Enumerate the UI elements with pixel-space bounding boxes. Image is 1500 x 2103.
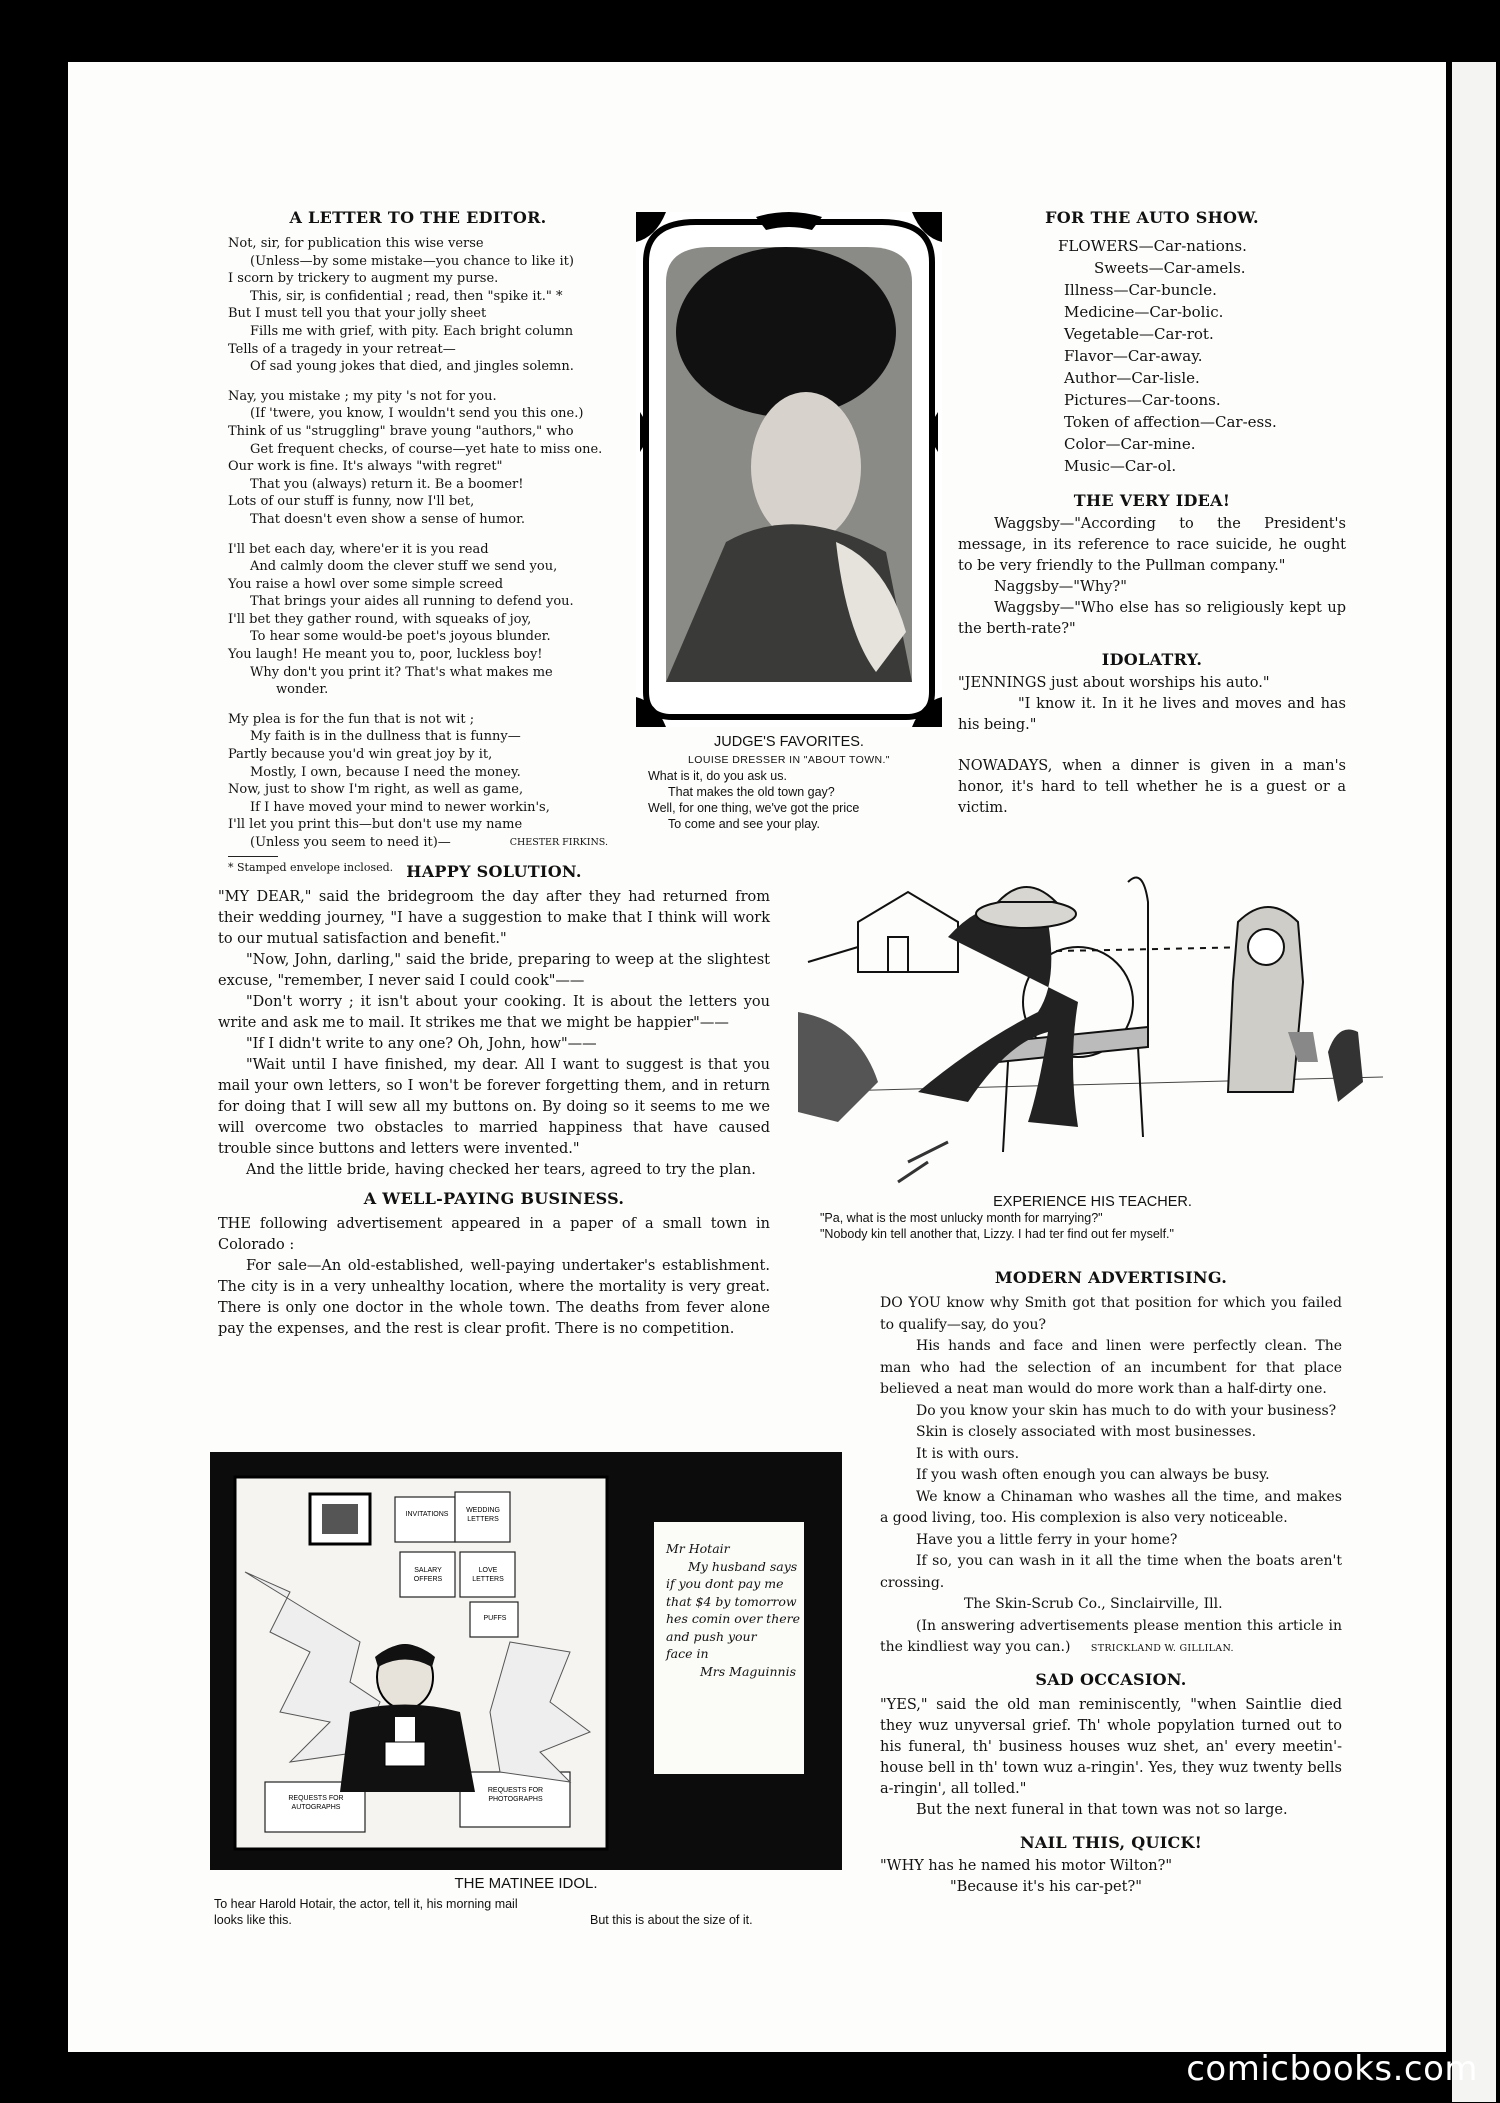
very-idea-line: Waggsby—"Who else has so religiously kept up the berth-rate?" (958, 600, 1346, 637)
portrait-verse-line: That makes the old town gay? (668, 785, 835, 799)
box-label: LOVE LETTERS (472, 1567, 504, 1583)
happy-solution-paragraph: "Don't worry ; it isn't about your cooking. It is about the letters you write and ask me to mail. It strikes me that we might be happier"—— (218, 994, 770, 1031)
poem-line: You raise a howl over some simple screed (228, 576, 504, 592)
box-label: INVITATIONS (405, 1511, 449, 1518)
poem-line: wonder. (276, 682, 329, 698)
portrait-illustration (636, 212, 942, 727)
poem-line: I'll bet each day, where'er it is you read (228, 541, 489, 557)
modern-ad-paragraph: His hands and face and linen were perfectly clean. The man who had the selection of an incumbent for that place believed a neat man would do more work than a half-dirty one. (880, 1338, 1342, 1397)
portrait-caption (624, 734, 954, 832)
modern-ad-paragraph: It is with ours. (916, 1445, 1020, 1462)
experience-line: "Nobody kin tell another that, Lizzy. I had ter find out fer myself." (820, 1227, 1174, 1241)
modern-ad-paragraph: We know a Chinaman who washes all the time, and makes a good living, too. His complexion is also very noticeable. (880, 1488, 1342, 1526)
auto-show-item: Music—Car-ol. (1064, 457, 1177, 475)
poem-line: Get frequent checks, of course—yet hate to miss one. (250, 441, 603, 457)
auto-show-title: FOR THE AUTO SHOW. (1045, 208, 1259, 227)
note-line: if you dont pay me (666, 1576, 784, 1591)
modern-ad-paragraph: If you wash often enough you can always be busy. (916, 1467, 1270, 1483)
right-column-bottom (880, 1268, 1342, 1898)
poem-line: You laugh! He meant you to, poor, luckless boy! (228, 647, 543, 663)
very-idea-line: Waggsby—"According to the President's message, in its reference to race suicide, he ought to be very friendly to the Pullman company." (958, 516, 1346, 574)
modern-ad-paragraph: The Skin-Scrub Co., Sinclairville, Ill. (964, 1596, 1223, 1612)
well-paying-paragraph: THE following advertisement appeared in a paper of a small town in Colorado : (218, 1216, 770, 1253)
poem-line: My plea is for the fun that is not wit ; (228, 711, 475, 727)
well-paying-title: A WELL-PAYING BUSINESS. (363, 1189, 625, 1208)
sad-occasion-title: SAD OCCASION. (1035, 1669, 1187, 1689)
portrait-verse-line: What is it, do you ask us. (648, 769, 787, 783)
sad-occasion-paragraph: "YES," said the old man reminiscently, "when Saintlie died they wuz unyversal grief. Th' whole popylation turned out to his funeral, th' business houses wuz shet, an' every meetin'-house bell in th' town wuz a-ringin'. Yes, they wuz twenty bells a-ringin', all tolled." (880, 1696, 1342, 1797)
modern-ad-paragraph: If so, you can wash in it all the time when the boats aren't crossing. (880, 1553, 1342, 1591)
modern-ad-note: (In answering advertisements please mention this article in the kindliest way you can.) (880, 1617, 1342, 1655)
happy-solution-paragraph: "If I didn't write to any one? Oh, John, how"—— (246, 1036, 597, 1052)
poem-line: But I must tell you that your jolly sheet (228, 306, 487, 322)
auto-show-section (958, 208, 1346, 819)
happy-solution-title: HAPPY SOLUTION. (406, 862, 582, 881)
stanza-break (228, 529, 608, 541)
poem-line: (Unless—by some mistake—you chance to like it) (250, 253, 574, 269)
box-label: WEDDING LETTERS (466, 1507, 500, 1523)
sad-occasion-paragraph: But the next funeral in that town was not so large. (916, 1801, 1288, 1818)
note-line: that $4 by tomorrow (666, 1593, 797, 1609)
modern-ad-paragraph: Do you know your skin has much to do with your business? (916, 1402, 1337, 1419)
auto-show-item: Color—Car-mine. (1064, 435, 1196, 453)
happy-solution-section (218, 862, 770, 1340)
nowadays-paragraph: NOWADAYS, when a dinner is given in a man's honor, it's hard to tell whether he is a guest or a victim. (958, 758, 1346, 816)
very-idea-title: THE VERY IDEA! (1073, 491, 1231, 510)
letter-section (228, 208, 608, 876)
poem-line: That doesn't even show a sense of humor. (250, 511, 526, 527)
poem-line: I'll bet they gather round, with squeaks of joy, (228, 611, 532, 627)
poem-line: Our work is fine. It's always "with regret" (228, 459, 503, 475)
idolatry-body (958, 673, 1346, 736)
poem-line: My faith is in the dullness that is funny— (250, 729, 521, 745)
poem-line: If I have moved your mind to newer workin's, (250, 799, 550, 815)
stanza-break (228, 699, 608, 711)
happy-solution-paragraph: "Wait until I have finished, my dear. All I want to suggest is that you mail your own letters, so I won't be forever forgetting them, and in return for doing that I will sew all my buttons on. By doing so it seems to me we will overcome two obstacles to married happiness that have caused trouble since buttons and letters were invented." (218, 1057, 770, 1157)
auto-show-item: Token of affection—Car-ess. (1064, 413, 1277, 431)
modern-ad-paragraph: Skin is closely associated with most businesses. (916, 1424, 1257, 1440)
divider (228, 856, 278, 857)
facing-page-edge (1452, 62, 1496, 2102)
auto-show-list (958, 235, 1346, 477)
happy-solution-body (218, 887, 770, 1181)
sad-occasion-body (880, 1695, 1342, 1821)
poem-line: Nay, you mistake ; my pity 's not for you. (228, 388, 497, 404)
poem-line: That you (always) return it. Be a boomer! (250, 476, 524, 492)
auto-show-item: Flavor—Car-away. (1064, 347, 1203, 365)
poem-line: That brings your aides all running to defend you. (250, 594, 574, 610)
letter-footnote: * Stamped envelope inclosed. (228, 860, 394, 874)
poem-line: This, sir, is confidential ; read, then "spike it." * (250, 288, 563, 304)
well-paying-body (218, 1214, 770, 1340)
poem-line: Of sad young jokes that died, and jingles solemn. (250, 359, 574, 375)
box-label: REQUESTS FOR AUTOGRAPHS (288, 1795, 344, 1811)
poem-line: Not, sir, for publication this wise verse (228, 236, 484, 251)
matinee-right-caption: But this is about the size of it. (590, 1913, 753, 1927)
poem-line: Partly because you'd win great joy by it, (228, 747, 493, 763)
note-line: and push your (666, 1628, 757, 1644)
poem-line: Tells of a tragedy in your retreat— (228, 341, 456, 357)
auto-show-item: Illness—Car-buncle. (1064, 281, 1217, 299)
portrait-verse-line: To come and see your play. (668, 817, 820, 831)
note-line: face in (666, 1646, 709, 1661)
very-idea-line: Naggsby—"Why?" (994, 579, 1127, 595)
portrait-title: JUDGE'S FAVORITES. (714, 734, 864, 750)
idolatry-line: "I know it. In it he lives and moves and has his being." (958, 696, 1346, 733)
box-label: REQUESTS FOR PHOTOGRAPHS (487, 1787, 544, 1803)
nail-this-body (880, 1856, 1342, 1898)
portrait-frame (636, 212, 942, 727)
portrait-verse (624, 768, 954, 832)
happy-solution-paragraph: "Now, John, darling," said the bride, preparing to weep at the slightest excuse, "remember, I never said I could cook"—— (218, 952, 770, 989)
modern-ad-paragraph (880, 1616, 1342, 1660)
grindstone-cartoon (798, 862, 1383, 1187)
letter-poem (228, 235, 608, 852)
poem-line: Mostly, I own, because I need the money. (250, 764, 521, 780)
poem-line: Lots of our stuff is funny, now I'll bet, (228, 494, 475, 510)
poem-line: Fills me with grief, with pity. Each bright column (250, 323, 574, 339)
box-label: SALARY OFFERS (413, 1567, 443, 1583)
note-line: hes comin over there (666, 1611, 801, 1626)
note-line: Mr Hotair (666, 1541, 730, 1556)
poem-line: I scorn by trickery to augment my purse. (228, 271, 499, 287)
poem-line: (If 'twere, you know, I wouldn't send you this one.) (250, 406, 584, 422)
nail-this-title: NAIL THIS, QUICK! (1019, 1832, 1203, 1852)
farm-illustration (798, 862, 1383, 1187)
letter-author: CHESTER FIRKINS. (509, 836, 608, 848)
stanza-break (228, 376, 608, 388)
site-watermark: comicbooks.com (1186, 2049, 1478, 2089)
poem-line: Think of us "struggling" brave young "authors," who (228, 423, 574, 439)
note-line: Mrs Maguinnis (700, 1663, 796, 1679)
idolatry-line: "JENNINGS just about worships his auto." (958, 675, 1270, 691)
poem-line: (Unless you seem to need it)— (250, 835, 451, 850)
poem-line: To hear some would-be poet's joyous blunder. (250, 629, 551, 645)
auto-show-item: FLOWERS—Car-nations. (1058, 237, 1247, 255)
modern-ad-paragraph: Have you a little ferry in your home? (916, 1531, 1178, 1548)
poem-line: I'll let you print this—but don't use my name (228, 817, 523, 833)
modern-ad-title: MODERN ADVERTISING. (994, 1268, 1228, 1287)
modern-ad-author: STRICKLAND W. GILLILAN. (1090, 1643, 1234, 1654)
complaint-note (666, 1540, 802, 1680)
poem-line: And calmly doom the clever stuff we send you, (250, 559, 558, 575)
note-line: My husband says (688, 1558, 798, 1574)
nail-this-line: "Because it's his car-pet?" (950, 1878, 1142, 1895)
portrait-subtitle: LOUISE DRESSER IN "ABOUT TOWN." (688, 754, 890, 766)
matinee-left-caption: To hear Harold Hotair, the actor, tell it, his morning mail looks like this. (214, 1897, 518, 1927)
experience-caption (800, 1194, 1385, 1242)
auto-show-item: Pictures—Car-toons. (1064, 391, 1221, 409)
experience-line: "Pa, what is the most unlucky month for marrying?" (820, 1211, 1103, 1225)
idolatry-title: IDOLATRY. (1101, 650, 1203, 669)
very-idea-body (958, 514, 1346, 640)
happy-solution-paragraph: "MY DEAR," said the bridegroom the day after they had returned from their wedding journey, "I have a suggestion to make that I think will work to our mutual satisfaction and benefit." (218, 889, 770, 947)
matinee-title: THE MATINEE IDOL. (454, 1875, 598, 1892)
modern-ad-paragraph: DO YOU know why Smith got that position for which you failed to qualify—say, do you? (880, 1295, 1342, 1333)
auto-show-item: Vegetable—Car-rot. (1064, 325, 1214, 343)
auto-show-item: Author—Car-lisle. (1064, 369, 1200, 387)
poem-line: Now, just to show I'm right, as well as game, (228, 782, 524, 798)
letter-title: A LETTER TO THE EDITOR. (289, 208, 547, 227)
matinee-panel (210, 1452, 842, 1870)
portrait-verse-line: Well, for one thing, we've got the price (648, 801, 860, 815)
poem-line: Why don't you print it? That's what makes me (250, 664, 553, 680)
modern-ad-body (880, 1293, 1342, 1660)
auto-show-item: Medicine—Car-bolic. (1064, 303, 1224, 321)
experience-title: EXPERIENCE HIS TEACHER. (993, 1194, 1192, 1210)
nail-this-line: "WHY has he named his motor Wilton?" (880, 1857, 1173, 1874)
well-paying-paragraph: For sale—An old-established, well-paying undertaker's establishment. The city is in a very unhealthy location, where the mortality is very great. There is only one doctor in the whole town. The deaths from fever alone pay the expenses, and the rest is clear profit. There is no competition. (218, 1258, 770, 1337)
auto-show-item: Sweets—Car-amels. (1094, 259, 1246, 277)
happy-solution-paragraph: And the little bride, having checked her tears, agreed to try the plan. (246, 1162, 756, 1178)
box-label: PUFFS (483, 1615, 507, 1622)
